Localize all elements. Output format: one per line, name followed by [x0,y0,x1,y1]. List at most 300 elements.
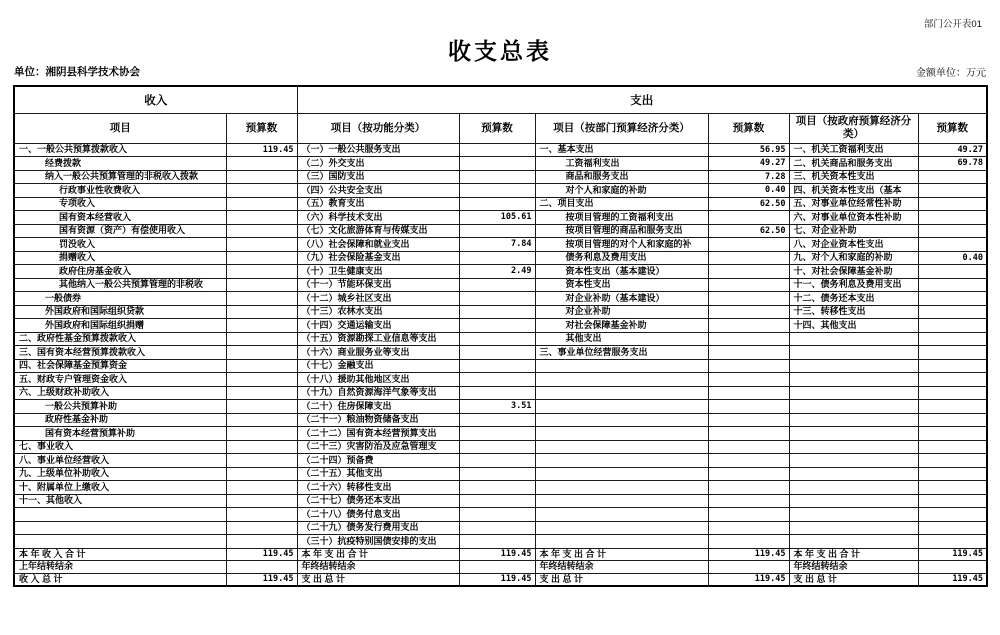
income-item-label: 纳入一般公共预算管理的非税收入拨款 [14,170,226,184]
income-item-value [226,346,297,360]
functional-item-label: （二十八）债务付息支出 [297,508,459,522]
dept-econ-item-label: 三、事业单位经营服务支出 [535,346,708,360]
gov-econ-item-value [918,292,987,306]
functional-item-value [459,197,535,211]
column-header-gov-econ-budget: 预算数 [918,113,987,143]
table-row [14,427,987,441]
functional-item-label: （二十九）债务发行费用支出 [297,521,459,535]
functional-item-label: （十六）商业服务业等支出 [297,346,459,360]
gov-econ-item-value [918,413,987,427]
functional-item-value [459,386,535,400]
functional-item-label: （四）公共安全支出 [297,184,459,198]
table-row [14,170,987,184]
income-item-label: 七、事业收入 [14,440,226,454]
functional-item-value [459,184,535,198]
dept-econ-item-value: 49.27 [708,157,789,171]
dept-econ-item-value [708,359,789,373]
column-header-income-item: 项目 [14,113,226,143]
dept-econ-item-label [535,359,708,373]
dept-econ-item-label [535,373,708,387]
functional-total-label: 本 年 支 出 合 计 [297,548,459,561]
gov-econ-item-value [918,521,987,535]
form-code-label: 部门公开表01 [923,19,982,30]
dept-econ-item-label: 对社会保障基金补助 [535,319,708,333]
column-header-row [14,113,987,143]
dept-econ-item-label: 对个人和家庭的补助 [535,184,708,198]
functional-item-label: （十三）农林水支出 [297,305,459,319]
income-item-label: 三、国有资本经营预算拨款收入 [14,346,226,360]
functional-item-label: （九）社会保险基金支出 [297,251,459,265]
income-group-header: 收入 [14,86,297,113]
dept-econ-item-value [708,211,789,225]
unit-name-label: 单位：湘阴县科学技术协会 [14,66,140,78]
income-item-value [226,332,297,346]
income-item-value [226,265,297,279]
functional-item-label: （二十五）其他支出 [297,467,459,481]
income-item-value [226,170,297,184]
functional-item-value [459,251,535,265]
income-item-value [226,184,297,198]
dept-econ-item-value [708,521,789,535]
dept-econ-item-value [708,265,789,279]
gov-econ-item-label [789,427,918,441]
gov-econ-item-label [789,346,918,360]
functional-item-value [459,535,535,549]
dept-econ-item-value [708,292,789,306]
table-row [14,413,987,427]
table-row [14,278,987,292]
income-item-label: 行政事业性收费收入 [14,184,226,198]
income-item-label: 八、事业单位经营收入 [14,454,226,468]
functional-item-label: （十一）节能环保支出 [297,278,459,292]
gov-econ-item-value: 49.27 [918,143,987,157]
income-item-label: 外国政府和国际组织捐赠 [14,319,226,333]
income-item-label: 一般公共预算补助 [14,400,226,414]
gov-econ-item-value [918,535,987,549]
functional-item-value [459,440,535,454]
functional-item-label: （二十六）转移性支出 [297,481,459,495]
income-item-value [226,157,297,171]
dept-econ-total-label: 支 出 总 计 [535,573,708,586]
dept-econ-item-value [708,413,789,427]
functional-item-value [459,494,535,508]
table-row [14,265,987,279]
column-header-gov-econ-item: 项目（按政府预算经济分类） [789,113,918,143]
income-item-label: 一、一般公共预算拨款收入 [14,143,226,157]
income-item-label: 国有资源（资产）有偿使用收入 [14,224,226,238]
functional-item-label: （三十）抗疫特别国债安排的支出 [297,535,459,549]
income-item-value [226,292,297,306]
table-row [14,481,987,495]
column-header-functional-item: 项目（按功能分类） [297,113,459,143]
gov-econ-item-label: 八、对企业资本性支出 [789,238,918,252]
dept-econ-item-label [535,494,708,508]
table-row [14,332,987,346]
table-row [14,251,987,265]
functional-item-label: （十二）城乡社区支出 [297,292,459,306]
dept-econ-item-value [708,238,789,252]
gov-econ-item-value [918,170,987,184]
dept-econ-total-label: 年终结转结余 [535,561,708,574]
table-row [14,535,987,549]
table-row [14,494,987,508]
gov-econ-total-value [918,561,987,574]
functional-item-label: （二十七）债务还本支出 [297,494,459,508]
gov-econ-item-label: 二、机关商品和服务支出 [789,157,918,171]
dept-econ-item-value: 7.28 [708,170,789,184]
functional-item-value [459,305,535,319]
gov-econ-item-label [789,454,918,468]
functional-total-value: 119.45 [459,573,535,586]
functional-item-value [459,292,535,306]
dept-econ-item-label: 商品和服务支出 [535,170,708,184]
income-item-label: 政府住房基金收入 [14,265,226,279]
functional-item-label: （二十一）粮油物资储备支出 [297,413,459,427]
dept-econ-item-value [708,454,789,468]
functional-item-label: （二十二）国有资本经营预算支出 [297,427,459,441]
group-header-row [14,86,987,113]
gov-econ-item-label [789,373,918,387]
income-total-label: 收 入 总 计 [14,573,226,586]
income-item-label [14,508,226,522]
functional-item-label: （十）卫生健康支出 [297,265,459,279]
gov-econ-item-value [918,346,987,360]
functional-item-value: 3.51 [459,400,535,414]
functional-item-label: （三）国防支出 [297,170,459,184]
table-row [14,319,987,333]
income-total-value: 119.45 [226,548,297,561]
dept-econ-item-label: 按项目管理的工资福利支出 [535,211,708,225]
functional-item-label: （十八）援助其他地区支出 [297,373,459,387]
income-item-value [226,494,297,508]
income-item-value [226,454,297,468]
dept-econ-item-value [708,319,789,333]
summary-row [14,573,987,586]
gov-econ-total-label: 本 年 支 出 合 计 [789,548,918,561]
dept-econ-item-label: 按项目管理的商品和服务支出 [535,224,708,238]
gov-econ-item-label: 十三、转移性支出 [789,305,918,319]
income-item-label: 十一、其他收入 [14,494,226,508]
income-item-value [226,386,297,400]
dept-econ-item-label: 债务利息及费用支出 [535,251,708,265]
income-item-value: 119.45 [226,143,297,157]
dept-econ-item-label: 资本性支出（基本建设） [535,265,708,279]
dept-econ-total-value [708,561,789,574]
income-item-value [226,400,297,414]
table-row [14,521,987,535]
gov-econ-item-label: 七、对企业补助 [789,224,918,238]
functional-item-label: （六）科学技术支出 [297,211,459,225]
income-item-value [226,278,297,292]
expense-group-header: 支出 [297,86,987,113]
gov-econ-item-value [918,454,987,468]
dept-econ-item-label: 按项目管理的对个人和家庭的补 [535,238,708,252]
dept-econ-item-label: 二、项目支出 [535,197,708,211]
column-header-income-budget: 预算数 [226,113,297,143]
gov-econ-item-value: 69.78 [918,157,987,171]
gov-econ-item-label: 十、对社会保障基金补助 [789,265,918,279]
gov-econ-item-value [918,427,987,441]
income-expense-table [13,85,988,587]
income-item-value [226,413,297,427]
gov-econ-item-label [789,332,918,346]
dept-econ-item-label: 对企业补助（基本建设） [535,292,708,306]
functional-total-value: 119.45 [459,548,535,561]
functional-item-value [459,467,535,481]
dept-econ-item-value [708,440,789,454]
functional-item-value [459,224,535,238]
gov-econ-total-value: 119.45 [918,573,987,586]
gov-econ-item-label: 九、对个人和家庭的补助 [789,251,918,265]
dept-econ-total-label: 本 年 支 出 合 计 [535,548,708,561]
functional-item-label: （二十四）预备费 [297,454,459,468]
income-item-value [226,440,297,454]
gov-econ-item-label [789,521,918,535]
income-item-value [226,224,297,238]
gov-econ-total-value: 119.45 [918,548,987,561]
functional-item-value [459,454,535,468]
column-header-dept-econ-budget: 预算数 [708,113,789,143]
gov-econ-item-label [789,386,918,400]
functional-item-value: 105.61 [459,211,535,225]
functional-item-value [459,346,535,360]
table-row [14,386,987,400]
income-item-label: 经费拨款 [14,157,226,171]
income-item-label: 外国政府和国际组织贷款 [14,305,226,319]
income-item-label: 政府性基金补助 [14,413,226,427]
table-row [14,305,987,319]
functional-item-label: （十五）资源勘探工业信息等支出 [297,332,459,346]
functional-item-value [459,508,535,522]
dept-econ-item-label: 资本性支出 [535,278,708,292]
gov-econ-item-value [918,224,987,238]
table-row [14,211,987,225]
functional-item-label: （十七）金融支出 [297,359,459,373]
gov-econ-item-value [918,238,987,252]
dept-econ-item-label [535,427,708,441]
functional-item-label: （一）一般公共服务支出 [297,143,459,157]
dept-econ-item-value [708,278,789,292]
column-header-functional-budget: 预算数 [459,113,535,143]
functional-item-value [459,373,535,387]
gov-econ-item-value [918,481,987,495]
table-row [14,359,987,373]
gov-econ-item-label [789,440,918,454]
table-row [14,508,987,522]
functional-item-value: 2.49 [459,265,535,279]
functional-item-label: （十四）交通运输支出 [297,319,459,333]
income-item-value [226,427,297,441]
gov-econ-item-value [918,400,987,414]
functional-item-value [459,481,535,495]
table-row [14,467,987,481]
dept-econ-item-label [535,386,708,400]
dept-econ-item-value [708,427,789,441]
income-item-value [226,481,297,495]
income-item-label: 罚没收入 [14,238,226,252]
dept-econ-item-value: 0.40 [708,184,789,198]
gov-econ-item-value [918,278,987,292]
income-total-value: 119.45 [226,573,297,586]
functional-total-value [459,561,535,574]
functional-item-value [459,332,535,346]
gov-econ-item-value [918,265,987,279]
income-item-label: 一般债券 [14,292,226,306]
functional-item-value [459,157,535,171]
income-item-label [14,521,226,535]
dept-econ-total-value: 119.45 [708,548,789,561]
functional-item-value [459,427,535,441]
income-item-label: 其他纳入一般公共预算管理的非税收 [14,278,226,292]
dept-econ-item-value: 56.95 [708,143,789,157]
gov-econ-item-value [918,467,987,481]
dept-econ-item-value [708,535,789,549]
income-total-label: 本 年 收 入 合 计 [14,548,226,561]
gov-econ-item-value [918,508,987,522]
dept-econ-item-value [708,373,789,387]
gov-econ-item-label: 一、机关工资福利支出 [789,143,918,157]
income-item-label [14,535,226,549]
functional-item-value [459,143,535,157]
dept-econ-item-value: 62.50 [708,224,789,238]
functional-item-label: （八）社会保障和就业支出 [297,238,459,252]
functional-item-value [459,521,535,535]
income-item-label: 九、上级单位补助收入 [14,467,226,481]
table-row [14,373,987,387]
dept-econ-item-label [535,535,708,549]
table-row [14,454,987,468]
table-row [14,346,987,360]
dept-econ-item-value [708,305,789,319]
dept-econ-item-label: 对企业补助 [535,305,708,319]
dept-econ-item-value [708,400,789,414]
gov-econ-item-label [789,494,918,508]
income-item-value [226,238,297,252]
gov-econ-item-value [918,494,987,508]
gov-econ-item-label: 五、对事业单位经常性补助 [789,197,918,211]
summary-row [14,548,987,561]
gov-econ-item-value [918,197,987,211]
functional-item-value [459,413,535,427]
dept-econ-item-label [535,508,708,522]
gov-econ-item-label: 十四、其他支出 [789,319,918,333]
dept-econ-item-label [535,454,708,468]
income-total-label: 上年结转结余 [14,561,226,574]
page-title: 收支总表 [448,38,552,64]
income-item-value [226,211,297,225]
income-item-value [226,467,297,481]
income-item-label: 国有资本经营收入 [14,211,226,225]
gov-econ-item-value [918,386,987,400]
dept-econ-item-value [708,494,789,508]
functional-item-value [459,278,535,292]
functional-total-label: 年终结转结余 [297,561,459,574]
gov-econ-item-value [918,319,987,333]
gov-econ-item-value [918,440,987,454]
income-item-label: 十、附属单位上缴收入 [14,481,226,495]
gov-econ-item-label [789,535,918,549]
gov-econ-total-label: 年终结转结余 [789,561,918,574]
dept-econ-item-label: 一、基本支出 [535,143,708,157]
dept-econ-item-value [708,481,789,495]
gov-econ-item-label [789,413,918,427]
functional-item-label: （五）教育支出 [297,197,459,211]
dept-econ-item-value [708,251,789,265]
functional-item-label: （二十）住房保障支出 [297,400,459,414]
dept-econ-total-value: 119.45 [708,573,789,586]
table-row [14,440,987,454]
summary-row [14,561,987,574]
gov-econ-item-value [918,184,987,198]
table-row [14,197,987,211]
functional-item-value [459,170,535,184]
dept-econ-item-label [535,400,708,414]
dept-econ-item-value [708,346,789,360]
meta-row [14,64,986,79]
dept-econ-item-label [535,481,708,495]
gov-econ-item-value [918,332,987,346]
income-item-value [226,197,297,211]
dept-econ-item-value: 62.50 [708,197,789,211]
table-row [14,143,987,157]
gov-econ-item-label [789,359,918,373]
table-row [14,224,987,238]
gov-econ-item-value [918,373,987,387]
functional-item-label: （二十三）灾害防治及应急管理支 [297,440,459,454]
amount-unit-label: 金额单位：万元 [916,68,986,79]
dept-econ-item-label [535,413,708,427]
gov-econ-item-label [789,481,918,495]
gov-econ-item-label: 十一、债务利息及费用支出 [789,278,918,292]
gov-econ-item-label: 三、机关资本性支出 [789,170,918,184]
column-header-dept-econ-item: 项目（按部门预算经济分类） [535,113,708,143]
functional-item-label: （二）外交支出 [297,157,459,171]
income-item-value [226,305,297,319]
gov-econ-item-value [918,305,987,319]
functional-item-label: （十九）自然资源海洋气象等支出 [297,386,459,400]
income-item-label: 二、政府性基金预算拨款收入 [14,332,226,346]
income-item-value [226,251,297,265]
dept-econ-item-value [708,332,789,346]
gov-econ-item-label [789,400,918,414]
income-item-value [226,373,297,387]
gov-econ-item-label: 六、对事业单位资本性补助 [789,211,918,225]
dept-econ-item-value [708,508,789,522]
gov-econ-item-label [789,508,918,522]
income-item-value [226,535,297,549]
income-total-value [226,561,297,574]
income-item-label: 六、上级财政补助收入 [14,386,226,400]
functional-item-value: 7.84 [459,238,535,252]
dept-econ-item-label [535,467,708,481]
functional-item-label: （七）文化旅游体育与传媒支出 [297,224,459,238]
table-row [14,400,987,414]
income-item-label: 专项收入 [14,197,226,211]
gov-econ-item-value [918,359,987,373]
gov-econ-item-value: 0.40 [918,251,987,265]
income-item-label: 五、财政专户管理资金收入 [14,373,226,387]
income-item-value [226,521,297,535]
dept-econ-item-label [535,521,708,535]
income-item-label: 四、社会保障基金预算资金 [14,359,226,373]
income-item-value [226,508,297,522]
dept-econ-item-label: 工资福利支出 [535,157,708,171]
gov-econ-item-label: 四、机关资本性支出（基本 [789,184,918,198]
gov-econ-item-label: 十二、债务还本支出 [789,292,918,306]
functional-total-label: 支 出 总 计 [297,573,459,586]
income-item-value [226,359,297,373]
table-row [14,292,987,306]
